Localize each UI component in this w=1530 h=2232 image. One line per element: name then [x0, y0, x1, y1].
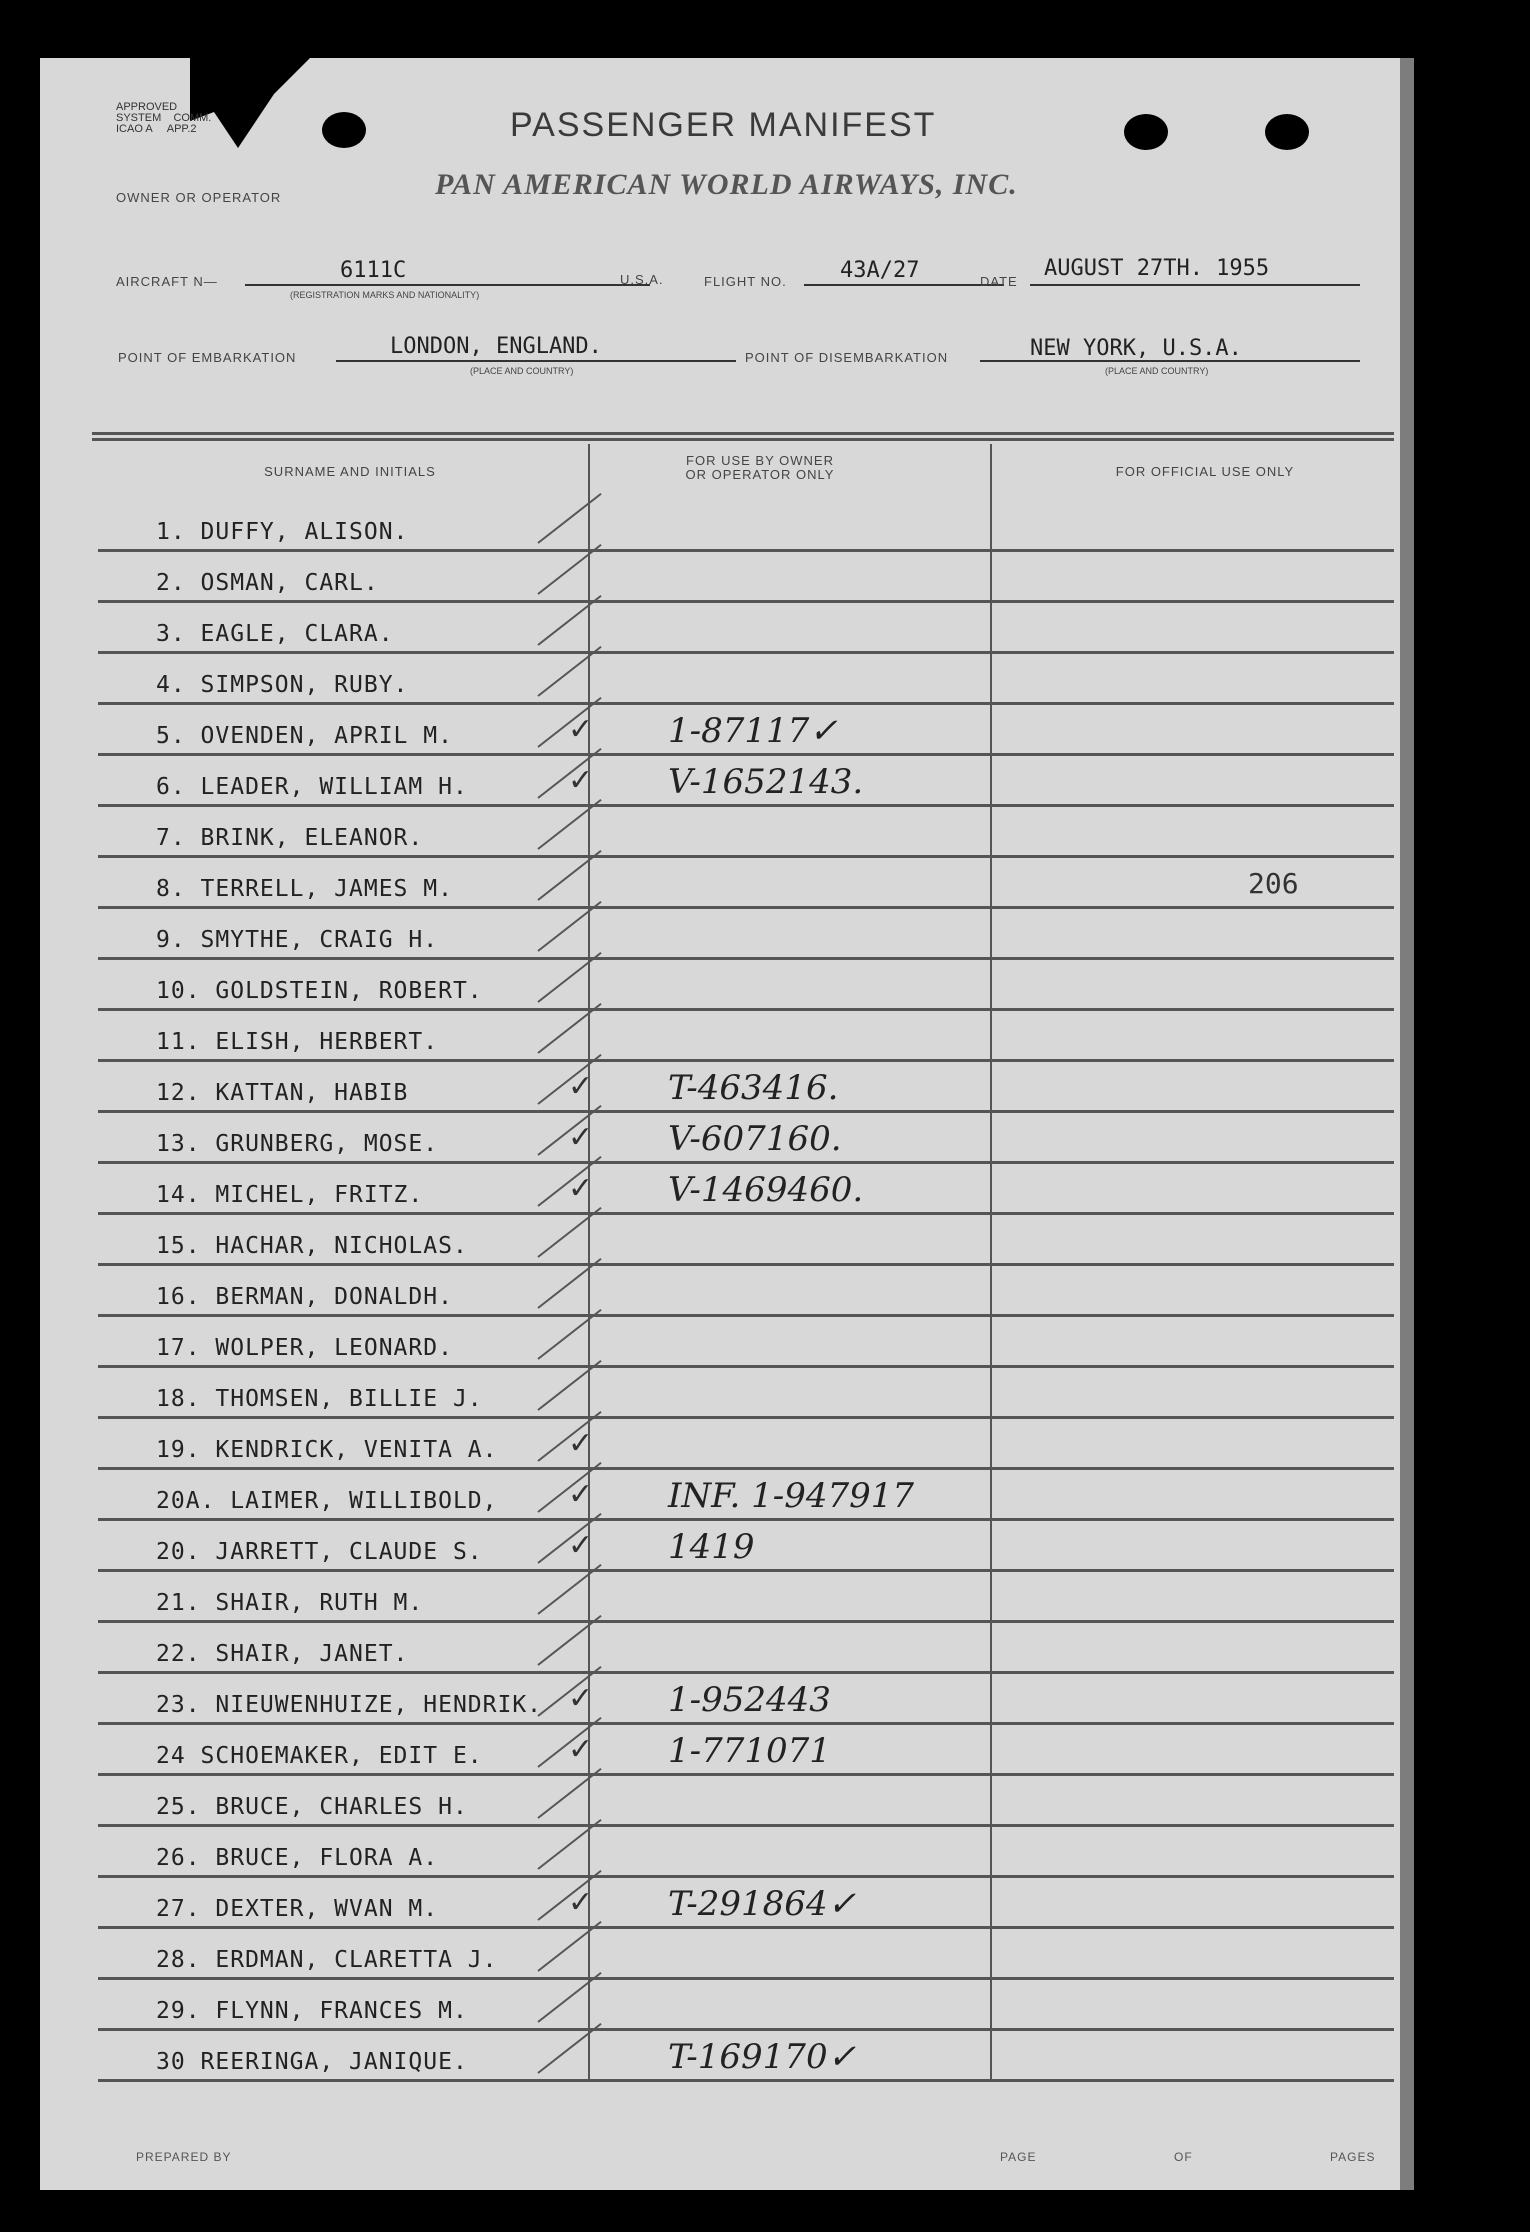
disembarkation-label: POINT OF DISEMBARKATION [745, 350, 949, 365]
flight-label: FLIGHT NO. [704, 274, 787, 289]
operator-note: 1-952443 [668, 1680, 831, 1720]
page-title: PASSENGER MANIFEST [510, 106, 937, 144]
aircraft-value: 6111C [340, 258, 407, 283]
passenger-name: 25. BRUCE, CHARLES H. [156, 1794, 468, 1820]
passenger-row [98, 1926, 1394, 1980]
passenger-name: 23. NIEUWENHUIZE, HENDRIK. [156, 1692, 543, 1718]
passenger-name: 16. BERMAN, DONALDH. [156, 1284, 453, 1310]
passenger-row [98, 549, 1394, 603]
tick-mark [537, 850, 601, 901]
check-mark: ✓ [568, 1681, 594, 1716]
flight-underline [804, 284, 1004, 286]
embarkation-underline [336, 360, 736, 362]
passenger-name: 27. DEXTER, WVAN M. [156, 1896, 439, 1922]
column-header-names: SURNAME AND INITIALS [264, 464, 436, 479]
operator-note: V-607160. [668, 1119, 842, 1159]
passenger-name: 20. JARRETT, CLAUDE S. [156, 1539, 483, 1565]
passenger-row [98, 1008, 1394, 1062]
date-underline [1030, 284, 1360, 286]
tick-mark [537, 1207, 601, 1258]
passenger-row [98, 957, 1394, 1011]
passenger-name: 3. EAGLE, CLARA. [156, 621, 394, 647]
check-mark: ✓ [568, 1477, 594, 1512]
passenger-name: 18. THOMSEN, BILLIE J. [156, 1386, 483, 1412]
passenger-name: 26. BRUCE, FLORA A. [156, 1845, 439, 1871]
passenger-name: 29. FLYNN, FRANCES M. [156, 1998, 468, 2024]
passenger-name: 30 REERINGA, JANIQUE. [156, 2049, 468, 2075]
tick-mark [537, 493, 601, 544]
passenger-name: 10. GOLDSTEIN, ROBERT. [156, 978, 483, 1004]
passenger-row [98, 1059, 1394, 1113]
tick-mark [537, 1819, 601, 1870]
owner-label: OWNER OR OPERATOR [116, 190, 282, 205]
passenger-name: 14. MICHEL, FRITZ. [156, 1182, 424, 1208]
check-mark: ✓ [568, 763, 594, 798]
passenger-row [98, 1110, 1394, 1164]
passenger-row [98, 804, 1394, 858]
tick-mark [537, 2023, 601, 2074]
column-header-owner: FOR USE BY OWNER OR OPERATOR ONLY [685, 453, 835, 482]
page-label: PAGE [1000, 2150, 1037, 2164]
passenger-name: 20A. LAIMER, WILLIBOLD, [156, 1488, 498, 1514]
tick-mark [537, 1768, 601, 1819]
passenger-row [98, 1263, 1394, 1317]
passenger-name: 8. TERRELL, JAMES M. [156, 876, 453, 902]
passenger-row [98, 1467, 1394, 1521]
operator-note: 1-771071 [668, 1731, 831, 1771]
aircraft-label: AIRCRAFT N— [116, 274, 218, 289]
date-value: AUGUST 27TH. 1955 [1044, 256, 1270, 281]
registration-caption: (REGISTRATION MARKS AND NATIONALITY) [290, 290, 480, 300]
disembarkation-value: NEW YORK, U.S.A. [1030, 336, 1242, 361]
passenger-row [98, 1212, 1394, 1266]
manifest-page [40, 58, 1414, 2190]
flight-value: 43A/27 [840, 258, 920, 283]
punch-hole [1265, 114, 1309, 150]
pages-label: PAGES [1330, 2150, 1376, 2164]
passenger-row [98, 1161, 1394, 1215]
column-header-official: FOR OFFICIAL USE ONLY [1115, 464, 1295, 479]
embarkation-label: POINT OF EMBARKATION [118, 350, 297, 365]
passenger-name: 7. BRINK, ELEANOR. [156, 825, 424, 851]
tick-mark [537, 952, 601, 1003]
passenger-row [98, 1620, 1394, 1674]
prepared-by-label: PREPARED BY [136, 2150, 232, 2164]
aircraft-underline [245, 284, 650, 286]
tick-mark [537, 544, 601, 595]
tick-mark [537, 646, 601, 697]
passenger-row [98, 1416, 1394, 1470]
passenger-name: 15. HACHAR, NICHOLAS. [156, 1233, 468, 1259]
passenger-row [98, 2028, 1394, 2082]
passenger-row [98, 1773, 1394, 1827]
check-mark: ✓ [568, 1426, 594, 1461]
disembarkation-caption: (PLACE AND COUNTRY) [1105, 366, 1209, 376]
passenger-name: 24 SCHOEMAKER, EDIT E. [156, 1743, 483, 1769]
check-mark: ✓ [568, 712, 594, 747]
passenger-row [98, 1875, 1394, 1929]
passenger-row [98, 1671, 1394, 1725]
passenger-name: 6. LEADER, WILLIAM H. [156, 774, 468, 800]
passenger-name: 17. WOLPER, LEONARD. [156, 1335, 453, 1361]
operator-name: PAN AMERICAN WORLD AIRWAYS, INC. [435, 168, 1018, 201]
passenger-row [98, 1824, 1394, 1878]
passenger-name: 12. KATTAN, HABIB [156, 1080, 409, 1106]
check-mark: ✓ [568, 1069, 594, 1104]
passenger-row [98, 651, 1394, 705]
table-top-rule [92, 432, 1394, 435]
passenger-row [98, 702, 1394, 756]
check-mark: ✓ [568, 1528, 594, 1563]
passenger-row [98, 600, 1394, 654]
operator-note: V-1469460. [668, 1170, 864, 1210]
passenger-name: 21. SHAIR, RUTH M. [156, 1590, 424, 1616]
passenger-row [98, 855, 1394, 909]
passenger-row [98, 1977, 1394, 2031]
passenger-name: 28. ERDMAN, CLARETTA J. [156, 1947, 498, 1973]
official-note: 206 [1248, 867, 1299, 900]
check-mark: ✓ [568, 1120, 594, 1155]
passenger-name: 22. SHAIR, JANET. [156, 1641, 409, 1667]
passenger-name: 4. SIMPSON, RUBY. [156, 672, 409, 698]
passenger-row [98, 1365, 1394, 1419]
passenger-row [98, 1722, 1394, 1776]
passenger-name: 9. SMYTHE, CRAIG H. [156, 927, 439, 953]
passenger-row [98, 1518, 1394, 1572]
check-mark: ✓ [568, 1171, 594, 1206]
passenger-name: 5. OVENDEN, APRIL M. [156, 723, 453, 749]
operator-note: T-169170✓ [668, 2037, 857, 2077]
passenger-name: 2. OSMAN, CARL. [156, 570, 379, 596]
tick-mark [537, 1360, 601, 1411]
approval-stamp: APPROVED SYSTEM COMM. ICAO A APP.2 [116, 101, 212, 135]
of-label: OF [1174, 2150, 1193, 2164]
tick-mark [537, 1972, 601, 2023]
tick-mark [537, 1564, 601, 1615]
operator-note: 1-87117✓ [668, 711, 838, 751]
tick-mark [537, 1921, 601, 1972]
passenger-name: 11. ELISH, HERBERT. [156, 1029, 439, 1055]
tick-mark [537, 1003, 601, 1054]
tick-mark [537, 1258, 601, 1309]
passenger-name: 13. GRUNBERG, MOSE. [156, 1131, 439, 1157]
tick-mark [537, 1615, 601, 1666]
tick-mark [537, 901, 601, 952]
check-mark: ✓ [568, 1885, 594, 1920]
tick-mark [537, 1309, 601, 1360]
table-top-rule [92, 438, 1394, 441]
operator-note: 1419 [668, 1527, 755, 1567]
punch-hole [1124, 114, 1168, 150]
passenger-row [98, 1569, 1394, 1623]
embarkation-value: LONDON, ENGLAND. [390, 334, 602, 359]
usa-label: U.S.A. [620, 272, 664, 287]
operator-note: INF. 1-947917 [668, 1476, 915, 1516]
passenger-row [98, 753, 1394, 807]
passenger-name: 19. KENDRICK, VENITA A. [156, 1437, 498, 1463]
operator-note: V-1652143. [668, 762, 864, 802]
check-mark: ✓ [568, 1732, 594, 1767]
passenger-row [98, 498, 1394, 552]
passenger-name: 1. DUFFY, ALISON. [156, 519, 409, 545]
date-label: DATE [980, 274, 1018, 289]
tick-mark [537, 799, 601, 850]
embarkation-caption: (PLACE AND COUNTRY) [470, 366, 574, 376]
operator-note: T-463416. [668, 1068, 839, 1108]
punch-hole [322, 112, 366, 148]
passenger-row [98, 906, 1394, 960]
operator-note: T-291864✓ [668, 1884, 857, 1924]
tick-mark [537, 595, 601, 646]
passenger-row [98, 1314, 1394, 1368]
